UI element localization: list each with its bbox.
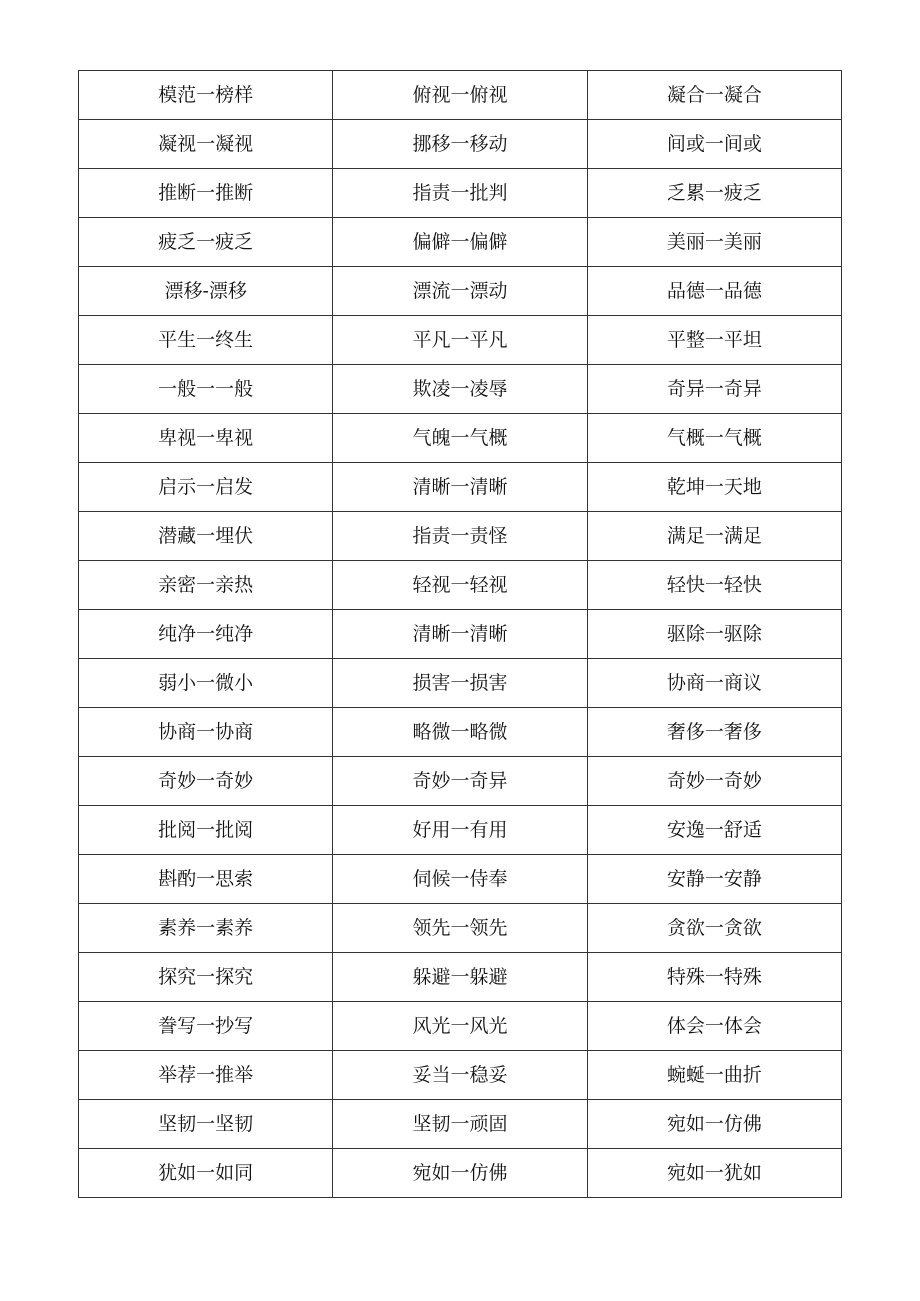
table-cell: 斟酌一思索 (79, 855, 333, 904)
table-cell: 损害一损害 (333, 659, 587, 708)
table-row (79, 512, 842, 561)
table-cell: 亲密一亲热 (79, 561, 333, 610)
table-cell: 气魄一气概 (333, 414, 587, 463)
table-row (79, 561, 842, 610)
table-cell: 好用一有用 (333, 806, 587, 855)
table-cell: 妥当一稳妥 (333, 1051, 587, 1100)
table-cell: 俯视一俯视 (333, 71, 587, 120)
table-cell: 略微一略微 (333, 708, 587, 757)
table-cell: 疲乏一疲乏 (79, 218, 333, 267)
table-cell: 驱除一驱除 (587, 610, 841, 659)
table-cell: 探究一探究 (79, 953, 333, 1002)
table-cell: 平生一终生 (79, 316, 333, 365)
table-cell: 美丽一美丽 (587, 218, 841, 267)
table-cell: 安静一安静 (587, 855, 841, 904)
table-cell: 坚韧一坚韧 (79, 1100, 333, 1149)
document-page (78, 70, 842, 1198)
table-row (79, 316, 842, 365)
table-cell: 指责一责怪 (333, 512, 587, 561)
table-cell: 宛如一仿佛 (333, 1149, 587, 1198)
table-cell: 满足一满足 (587, 512, 841, 561)
table-cell: 弱小一微小 (79, 659, 333, 708)
table-cell: 贪欲一贪欲 (587, 904, 841, 953)
table-row (79, 1100, 842, 1149)
table-row (79, 953, 842, 1002)
table-row (79, 1149, 842, 1198)
table-cell: 宛如一仿佛 (587, 1100, 841, 1149)
table-body (79, 71, 842, 1198)
word-pair-table (78, 70, 842, 1198)
table-cell: 奇妙一奇妙 (587, 757, 841, 806)
table-cell: 轻快一轻快 (587, 561, 841, 610)
table-cell: 纯净一纯净 (79, 610, 333, 659)
table-row (79, 414, 842, 463)
table-cell: 清晰一清晰 (333, 610, 587, 659)
table-cell: 体会一体会 (587, 1002, 841, 1051)
table-cell: 奢侈一奢侈 (587, 708, 841, 757)
table-row (79, 120, 842, 169)
table-cell: 轻视一轻视 (333, 561, 587, 610)
table-row (79, 71, 842, 120)
table-cell: 平整一平坦 (587, 316, 841, 365)
table-cell: 清晰一清晰 (333, 463, 587, 512)
table-row (79, 267, 842, 316)
table-cell: 躲避一躲避 (333, 953, 587, 1002)
table-row (79, 904, 842, 953)
table-cell: 凝视一凝视 (79, 120, 333, 169)
table-cell: 素养一素养 (79, 904, 333, 953)
table-cell: 乾坤一天地 (587, 463, 841, 512)
table-row (79, 855, 842, 904)
table-cell: 凝合一凝合 (587, 71, 841, 120)
table-cell: 协商一协商 (79, 708, 333, 757)
table-row (79, 218, 842, 267)
table-cell: 批阅一批阅 (79, 806, 333, 855)
table-row (79, 463, 842, 512)
table-cell: 举荐一推举 (79, 1051, 333, 1100)
table-row (79, 610, 842, 659)
table-cell: 欺凌一凌辱 (333, 365, 587, 414)
table-cell: 犹如一如同 (79, 1149, 333, 1198)
table-cell: 挪移一移动 (333, 120, 587, 169)
table-cell: 一般一一般 (79, 365, 333, 414)
table-row (79, 169, 842, 218)
table-cell: 气概一气概 (587, 414, 841, 463)
table-cell: 漂移-漂移 (79, 267, 333, 316)
table-cell: 乏累一疲乏 (587, 169, 841, 218)
table-cell: 平凡一平凡 (333, 316, 587, 365)
table-cell: 指责一批判 (333, 169, 587, 218)
table-cell: 启示一启发 (79, 463, 333, 512)
table-row (79, 1002, 842, 1051)
table-cell: 誊写一抄写 (79, 1002, 333, 1051)
table-cell: 风光一风光 (333, 1002, 587, 1051)
table-cell: 推断一推断 (79, 169, 333, 218)
table-cell: 领先一领先 (333, 904, 587, 953)
table-row (79, 659, 842, 708)
table-cell: 模范一榜样 (79, 71, 333, 120)
table-cell: 奇妙一奇妙 (79, 757, 333, 806)
table-cell: 卑视一卑视 (79, 414, 333, 463)
table-cell: 奇异一奇异 (587, 365, 841, 414)
table-cell: 奇妙一奇异 (333, 757, 587, 806)
table-row (79, 757, 842, 806)
table-cell: 宛如一犹如 (587, 1149, 841, 1198)
table-cell: 特殊一特殊 (587, 953, 841, 1002)
table-cell: 偏僻一偏僻 (333, 218, 587, 267)
table-cell: 坚韧一顽固 (333, 1100, 587, 1149)
table-row (79, 806, 842, 855)
table-cell: 蜿蜒一曲折 (587, 1051, 841, 1100)
table-cell: 潜藏一埋伏 (79, 512, 333, 561)
table-cell: 漂流一漂动 (333, 267, 587, 316)
table-row (79, 708, 842, 757)
table-cell: 安逸一舒适 (587, 806, 841, 855)
table-row (79, 1051, 842, 1100)
table-cell: 间或一间或 (587, 120, 841, 169)
table-cell: 品德一品德 (587, 267, 841, 316)
table-cell: 协商一商议 (587, 659, 841, 708)
table-row (79, 365, 842, 414)
table-cell: 伺候一侍奉 (333, 855, 587, 904)
